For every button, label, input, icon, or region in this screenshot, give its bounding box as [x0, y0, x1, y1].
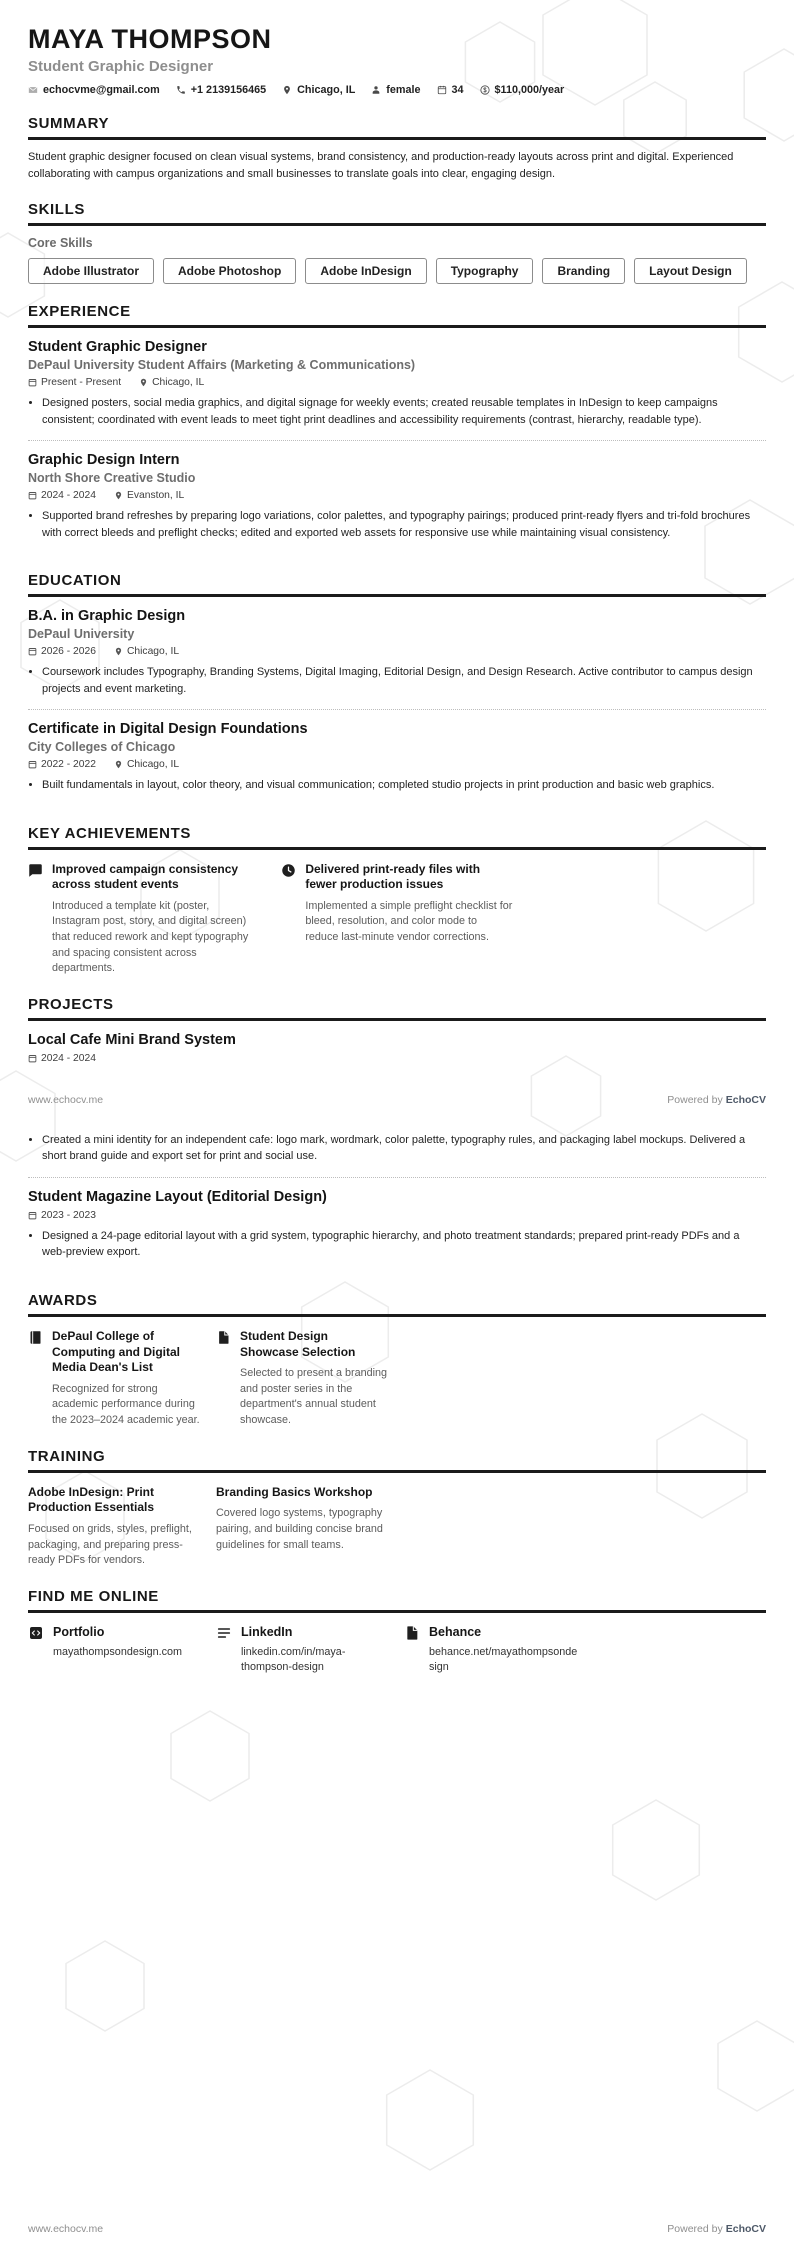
contact-age-text: 34	[451, 84, 464, 97]
job-bullet-list	[28, 395, 766, 428]
skills-heading: SKILLS	[28, 201, 766, 226]
job-bullet-list	[28, 508, 766, 541]
achievements-heading: KEY ACHIEVEMENTS	[28, 825, 766, 850]
footer-brand-link[interactable]: EchoCV	[725, 1093, 766, 1106]
phone-icon	[176, 85, 186, 95]
summary-heading: SUMMARY	[28, 115, 766, 140]
job-organization: North Shore Creative Studio	[28, 471, 196, 486]
summary-section	[28, 115, 766, 182]
skill-chip: Branding	[542, 258, 625, 284]
footer-powered	[667, 2223, 766, 2235]
calendar-icon	[28, 647, 37, 656]
education-bullet-list	[28, 777, 766, 794]
award-title: Student Design Showcase Selection	[240, 1328, 356, 1359]
education-entry	[28, 597, 766, 709]
job-location: Chicago, IL	[139, 377, 204, 388]
contact-age	[437, 84, 464, 96]
achievements-section	[28, 825, 766, 977]
candidate-title: Student Graphic Designer	[28, 58, 214, 76]
profiles-grid	[28, 1625, 766, 1675]
project-bullet: • Designed a 24-page editorial layout with a grid system, typographic hierarchy, and photo treatment standards; prepared print-ready PDFs and a web-preview export.	[42, 1228, 766, 1261]
awards-grid	[28, 1329, 766, 1429]
job-meta	[28, 377, 766, 388]
contact-salary	[480, 84, 565, 96]
location-pin-icon	[139, 378, 148, 387]
footer-brand-link[interactable]: EchoCV	[725, 2223, 766, 2235]
contact-gender	[371, 84, 420, 96]
footer-powered	[667, 1094, 766, 1106]
email-icon	[28, 85, 38, 95]
skill-chip: Adobe Illustrator	[28, 258, 154, 284]
skills-chip-list	[28, 258, 766, 284]
location-pin-icon	[114, 647, 123, 656]
education-location: Chicago, IL	[114, 646, 179, 657]
training-title: Adobe InDesign: Print Production Essentials	[28, 1484, 155, 1515]
contact-location-text: Chicago, IL	[297, 84, 356, 97]
projects-heading: PROJECTS	[28, 996, 766, 1021]
calendar-icon	[28, 491, 37, 500]
contact-email-text: echocvme@gmail.com	[43, 84, 160, 97]
education-bullet: • Coursework includes Typography, Branding Systems, Digital Imaging, Editorial Design, and Design Research. Active contributor to campus design projects and event marketing.	[42, 664, 766, 697]
project-dates: 2023 - 2023	[28, 1210, 96, 1221]
award-card	[216, 1329, 390, 1429]
school-name: City Colleges of Chicago	[28, 740, 176, 755]
skills-group-label: Core Skills	[28, 236, 93, 251]
education-meta	[28, 646, 766, 657]
job-bullet: • Designed posters, social media graphics, and digital signage for weekly events; created reusable templates in InDesign to keep campaigns consistent; coordinated with event leads to meet tight print deadlines and accessibility requirements (contrast, hierarchy, readable type).	[42, 395, 766, 428]
education-heading: EDUCATION	[28, 572, 766, 597]
footer-site-link[interactable]: www.echocv.me	[28, 2223, 104, 2235]
job-meta	[28, 490, 766, 501]
project-dates: 2024 - 2024	[28, 1053, 96, 1064]
skills-section	[28, 201, 766, 284]
find-me-online-heading: FIND ME ONLINE	[28, 1588, 766, 1613]
job-bullet: • Supported brand refreshes by preparing logo variations, color palettes, and typography pairings; produced print-ready flyers and tri-fold brochures with correct bleeds and preflight checks; edited and exported web assets for responsive use while maintaining visual consistency.	[42, 508, 766, 541]
experience-entry	[28, 328, 766, 440]
location-icon	[282, 85, 292, 95]
education-location: Chicago, IL	[114, 759, 179, 770]
project-bullet-list	[28, 1132, 766, 1165]
job-title: Student Graphic Designer	[28, 339, 207, 356]
experience-heading: EXPERIENCE	[28, 303, 766, 328]
achievement-card	[281, 862, 512, 977]
calendar-icon	[28, 1211, 37, 1220]
contact-salary-text: $110,000/year	[494, 84, 565, 97]
awards-section	[28, 1292, 766, 1429]
achievement-card	[28, 862, 259, 977]
achievement-text: Implemented a simple preflight checklist for bleed, resolution, and color mode to reduce last-minute vendor corrections.	[305, 899, 513, 944]
job-dates: Present - Present	[28, 377, 121, 388]
job-title: Graphic Design Intern	[28, 452, 180, 469]
summary-text: Student graphic designer focused on clean visual systems, brand consistency, and production-ready layouts across print and digital. Experienced collaborating with campus organizations and small businesses to translate goals into clear, engaging design.	[28, 151, 734, 180]
location-pin-icon	[114, 760, 123, 769]
achievement-text: Introduced a template kit (poster, Instagram post, story, and digital screen) that reduced rework and kept typography and spacing consistent across departments.	[52, 899, 249, 975]
contact-location	[282, 84, 355, 96]
training-grid	[28, 1485, 766, 1569]
project-title: Student Magazine Layout (Editorial Design)	[28, 1188, 327, 1205]
training-text: Focused on grids, styles, preflight, packaging, and preparing press-ready PDFs for vendors.	[28, 1522, 192, 1567]
profile-url-link[interactable]: mayathompsondesign.com	[53, 1645, 183, 1658]
profile-behance	[404, 1625, 578, 1675]
footer-powered-prefix: Powered by	[667, 2223, 723, 2235]
calendar-icon	[28, 378, 37, 387]
age-calendar-icon	[437, 85, 447, 95]
degree-title: Certificate in Digital Design Foundations	[28, 721, 308, 738]
achievement-title: Delivered print-ready files with fewer production issues	[305, 861, 481, 892]
find-me-online-section	[28, 1588, 766, 1675]
profile-url-link[interactable]: linkedin.com/in/maya-thompson-design	[241, 1645, 346, 1673]
project-bullet-list	[28, 1228, 766, 1261]
experience-section	[28, 303, 766, 553]
contact-email	[28, 84, 160, 96]
contact-gender-text: female	[386, 84, 421, 97]
training-text: Covered logo systems, typography pairing, and building concise brand guidelines for small teams.	[216, 1507, 383, 1551]
training-heading: TRAINING	[28, 1448, 766, 1473]
behance-icon	[404, 1625, 420, 1641]
footer-powered-prefix: Powered by	[667, 1093, 723, 1106]
job-dates: 2024 - 2024	[28, 490, 96, 501]
school-name: DePaul University	[28, 627, 135, 642]
job-organization: DePaul University Student Affairs (Marketing & Communications)	[28, 358, 416, 373]
projects-section	[28, 996, 766, 1273]
education-dates: 2026 - 2026	[28, 646, 96, 657]
education-section	[28, 572, 766, 806]
degree-title: B.A. in Graphic Design	[28, 608, 186, 625]
clock-icon	[281, 863, 296, 878]
candidate-name: MAYA THOMPSON	[28, 24, 272, 54]
education-entry	[28, 709, 766, 806]
education-meta	[28, 759, 766, 770]
job-location: Evanston, IL	[114, 490, 184, 501]
skill-chip: Layout Design	[634, 258, 747, 284]
speech-bubble-icon	[28, 863, 43, 878]
award-title: DePaul College of Computing and Digital Media Dean's List	[52, 1328, 180, 1375]
award-text: Recognized for strong academic performance during the 2023–2024 academic year.	[52, 1382, 200, 1426]
project-bullet: • Created a mini identity for an independent cafe: logo mark, wordmark, color palette, typography rules, and packaging label mockups. Delivered a short brand guide and export set for print and social use.	[42, 1132, 766, 1165]
achievement-title: Improved campaign consistency across student events	[52, 861, 239, 892]
linkedin-icon	[216, 1625, 232, 1641]
calendar-icon	[28, 1054, 37, 1063]
portfolio-icon	[28, 1625, 44, 1641]
training-title: Branding Basics Workshop	[216, 1484, 373, 1499]
education-bullet: • Built fundamentals in layout, color theory, and visual communication; completed studio projects in print production and basic web graphics.	[42, 777, 766, 794]
project-entry	[28, 1177, 766, 1273]
page-2-footer	[28, 2223, 766, 2235]
experience-entry	[28, 440, 766, 553]
contact-phone	[176, 84, 266, 96]
profile-url-link[interactable]: behance.net/mayathompsondesign	[429, 1645, 578, 1673]
awards-heading: AWARDS	[28, 1292, 766, 1317]
document-icon	[216, 1330, 231, 1345]
page-1-footer	[28, 1094, 766, 1106]
award-text: Selected to present a branding and poster series in the department's annual student showcase.	[240, 1367, 388, 1427]
profile-label: Behance	[429, 1624, 482, 1639]
contact-phone-text: +1 2139156465	[190, 84, 267, 97]
footer-site-link[interactable]: www.echocv.me	[28, 1093, 104, 1106]
location-pin-icon	[114, 491, 123, 500]
profile-label: LinkedIn	[241, 1624, 293, 1639]
project-entry	[28, 1021, 766, 1177]
gender-icon	[371, 85, 381, 95]
calendar-icon	[28, 760, 37, 769]
training-card	[28, 1485, 202, 1569]
project-meta	[28, 1053, 766, 1064]
skill-chip: Typography	[436, 258, 534, 284]
education-bullet-list	[28, 664, 766, 697]
profile-portfolio	[28, 1625, 202, 1675]
skill-chip: Adobe InDesign	[305, 258, 426, 284]
contact-row	[28, 84, 766, 96]
project-title: Local Cafe Mini Brand System	[28, 1031, 236, 1048]
book-icon	[28, 1330, 43, 1345]
award-card	[28, 1329, 202, 1429]
skill-chip: Adobe Photoshop	[163, 258, 296, 284]
salary-icon	[480, 85, 490, 95]
profile-label: Portfolio	[53, 1624, 105, 1639]
resume-header	[28, 24, 766, 96]
training-card	[216, 1485, 390, 1569]
training-section	[28, 1448, 766, 1569]
project-meta	[28, 1210, 766, 1221]
achievements-grid	[28, 862, 766, 977]
education-dates: 2022 - 2022	[28, 759, 96, 770]
profile-linkedin	[216, 1625, 390, 1675]
